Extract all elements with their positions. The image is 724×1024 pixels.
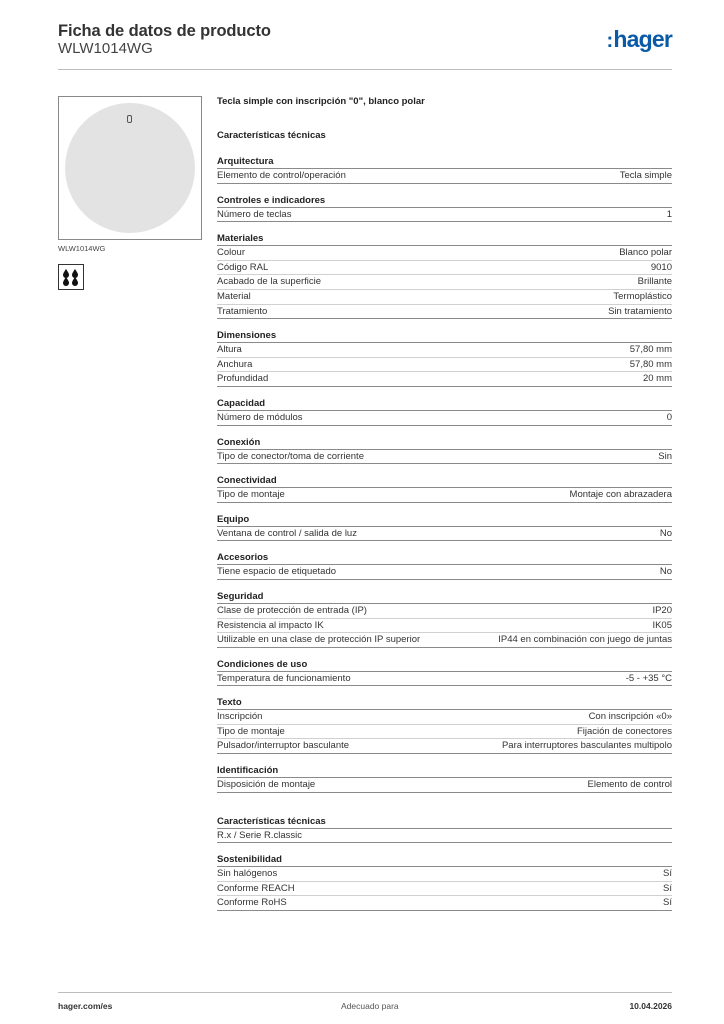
- spec-row: [217, 778, 672, 793]
- spec-row: [217, 867, 672, 882]
- spec-label: Conforme RoHS: [217, 897, 287, 909]
- spec-value: Sin tratamiento: [608, 305, 672, 317]
- spec-section: [217, 658, 672, 687]
- spec-value: Sí: [663, 897, 672, 909]
- spec-value: Tecla simple: [619, 170, 672, 181]
- page-header: [58, 20, 672, 70]
- spec-row: [217, 896, 672, 911]
- spec-row: [217, 275, 672, 290]
- spec-row: [217, 305, 672, 320]
- spec-label: R.x / Serie R.classic: [217, 829, 302, 841]
- spec-row: [217, 710, 672, 725]
- spec-value: Termoplástico: [613, 290, 672, 302]
- spec-row: [217, 358, 672, 373]
- spec-row: [217, 343, 672, 358]
- spec-label: Tipo de montaje: [217, 489, 285, 501]
- spec-label: Pulsador/interruptor basculante: [217, 740, 350, 752]
- section-title: Condiciones de uso: [217, 658, 672, 672]
- spec-label: Anchura: [217, 358, 253, 370]
- spec-sections: [217, 155, 672, 911]
- spec-row: [217, 527, 672, 542]
- product-image: [58, 96, 202, 240]
- footer-suitable-for: Adecuado para: [341, 1001, 399, 1011]
- spec-label: Material: [217, 290, 251, 302]
- spec-row: [217, 411, 672, 426]
- document-title: Ficha de datos de producto: [58, 22, 271, 40]
- section-title: Conexión: [217, 436, 672, 450]
- logo-dots: :: [606, 30, 613, 52]
- spec-label: Ventana de control / salida de luz: [217, 527, 357, 539]
- spec-row: [217, 169, 672, 184]
- spec-section: [217, 815, 672, 844]
- spec-label: Resistencia al impacto IK: [217, 619, 324, 631]
- section-title: Dimensiones: [217, 329, 672, 343]
- spec-section: [217, 194, 672, 223]
- spec-row: [217, 619, 672, 634]
- spec-label: Elemento de control/operación: [217, 170, 346, 181]
- spec-section: [217, 474, 672, 503]
- spec-label: Sin halógenos: [217, 868, 278, 880]
- section-title: Texto: [217, 696, 672, 710]
- section-title: Arquitectura: [217, 155, 672, 169]
- spec-value: Con inscripción «0»: [588, 711, 672, 723]
- spec-row: [217, 565, 672, 580]
- spec-section: [217, 232, 672, 319]
- spec-label: Altura: [217, 344, 242, 356]
- spec-value: IP44 en combinación con juego de juntas: [498, 634, 672, 646]
- spec-section: [217, 590, 672, 648]
- spec-value: No: [659, 527, 672, 539]
- spec-row: [217, 829, 672, 844]
- spec-row: [217, 372, 672, 387]
- spec-value: Para interruptores basculantes multipolo: [501, 740, 672, 752]
- spec-section: [217, 696, 672, 754]
- water-drops-icon: [58, 264, 84, 290]
- spec-section: [217, 329, 672, 387]
- spec-row: [217, 450, 672, 465]
- spec-value: 57,80 mm: [629, 344, 672, 356]
- product-image-caption: WLW1014WG: [58, 244, 106, 253]
- spec-section: [217, 436, 672, 465]
- spec-value: -5 - +35 °C: [625, 672, 672, 684]
- spec-row: [217, 290, 672, 305]
- page-footer: [58, 992, 672, 1011]
- spec-value: Sí: [663, 868, 672, 880]
- section-title: Sostenibilidad: [217, 853, 672, 867]
- spec-label: Número de módulos: [217, 411, 303, 423]
- spec-label: Tipo de montaje: [217, 725, 285, 737]
- spec-row: [217, 246, 672, 261]
- spec-label: Número de teclas: [217, 208, 292, 220]
- spec-row: [217, 261, 672, 276]
- section-title: Capacidad: [217, 397, 672, 411]
- spec-label: Código RAL: [217, 261, 269, 273]
- spec-row: [217, 672, 672, 687]
- spec-label: Utilizable en una clase de protección IP superior: [217, 634, 421, 646]
- section-title: Controles e indicadores: [217, 194, 672, 208]
- spec-section: [217, 513, 672, 542]
- spec-value: No: [659, 566, 672, 578]
- spec-content: [217, 95, 672, 911]
- spec-value: Fijación de conectores: [576, 725, 672, 737]
- spec-row: [217, 725, 672, 740]
- spec-section: [217, 155, 672, 184]
- spec-label: Tipo de conector/toma de corriente: [217, 450, 364, 462]
- section-title: Características técnicas: [217, 815, 672, 829]
- spec-value: Sin: [658, 450, 672, 462]
- spec-label: Clase de protección de entrada (IP): [217, 604, 367, 616]
- spec-value: Brillante: [637, 276, 672, 288]
- spec-label: Colour: [217, 247, 245, 259]
- spec-value: 1: [666, 208, 672, 220]
- logo-text: hager: [613, 26, 672, 52]
- spec-row: [217, 739, 672, 754]
- spec-row: [217, 604, 672, 619]
- spec-label: Temperatura de funcionamiento: [217, 672, 351, 684]
- section-title: Materiales: [217, 232, 672, 246]
- section-title: Accesorios: [217, 551, 672, 565]
- spec-label: Profundidad: [217, 373, 269, 385]
- spec-label: Acabado de la superficie: [217, 276, 322, 288]
- section-title: Equipo: [217, 513, 672, 527]
- spec-label: Tiene espacio de etiquetado: [217, 566, 337, 578]
- spec-section: [217, 551, 672, 580]
- spec-section: [217, 397, 672, 426]
- specs-heading: Características técnicas: [217, 130, 326, 141]
- section-title: Seguridad: [217, 590, 672, 604]
- spec-value: 9010: [650, 261, 672, 273]
- spec-row: [217, 488, 672, 503]
- product-description: Tecla simple con inscripción "0", blanco polar: [217, 96, 425, 107]
- spec-row: [217, 633, 672, 648]
- section-title: Conectividad: [217, 474, 672, 488]
- spec-value: IK05: [652, 619, 672, 631]
- spec-value: 57,80 mm: [629, 358, 672, 370]
- spec-value: 0: [666, 411, 672, 423]
- footer-date: 10.04.2026: [629, 1001, 672, 1011]
- spec-label: Disposición de montaje: [217, 779, 316, 791]
- spec-value: Montaje con abrazadera: [569, 489, 672, 501]
- spec-value: Blanco polar: [619, 247, 672, 259]
- spec-section: [217, 853, 672, 911]
- spec-label: Conforme REACH: [217, 882, 295, 894]
- spec-value: IP20: [652, 604, 672, 616]
- spec-value: Elemento de control: [587, 779, 672, 791]
- spec-value: 20 mm: [642, 373, 672, 385]
- spec-label: Inscripción: [217, 711, 263, 723]
- spec-label: Tratamiento: [217, 305, 268, 317]
- spec-row: [217, 208, 672, 223]
- product-reference: WLW1014WG: [58, 40, 153, 57]
- section-title: Identificación: [217, 764, 672, 778]
- spec-value: Sí: [663, 882, 672, 894]
- hager-logo[interactable]: [606, 26, 672, 53]
- spec-row: [217, 882, 672, 897]
- inscription-zero-mark: [127, 115, 132, 123]
- footer-website[interactable]: hager.com/es: [58, 1001, 113, 1011]
- spec-section: [217, 764, 672, 793]
